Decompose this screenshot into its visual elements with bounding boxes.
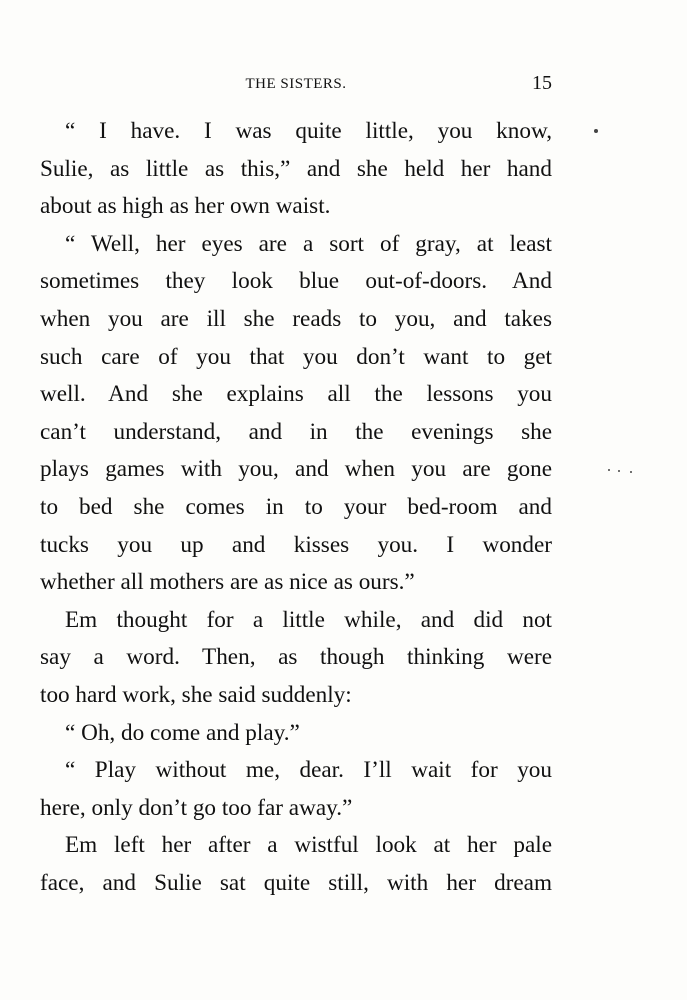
text-line: too hard work, she said suddenly: [40, 681, 352, 708]
text-line: “ Play without me, dear. I’ll wait for you [65, 757, 552, 784]
text-line: tucks you up and kisses you. I wonder [40, 531, 552, 558]
paragraph-4 [40, 715, 552, 753]
text-line: to bed she comes in to your bed-room and [40, 493, 552, 520]
text-line: here, only don’t go too far away.” [40, 794, 353, 821]
text-line: plays games with you, and when you are gone [40, 456, 552, 483]
text-line: Sulie, as little as this,” and she held her hand [40, 155, 552, 182]
text-line: well. And she explains all the lessons you [40, 381, 552, 408]
text-line: when you are ill she reads to you, and takes [40, 305, 552, 332]
page-number: 15 [532, 72, 552, 94]
text-line: say a word. Then, as though thinking were [40, 644, 552, 671]
print-speck [594, 129, 598, 133]
paragraph-3 [40, 602, 552, 715]
text-line: such care of you that you don’t want to get [40, 343, 552, 370]
body-text [40, 113, 552, 902]
paragraph-6 [40, 827, 552, 902]
text-line: “ Well, her eyes are a sort of gray, at least [65, 230, 552, 257]
running-head [40, 72, 552, 98]
text-line: sometimes they look blue out-of-doors. And [40, 268, 552, 295]
text-line: whether all mothers are as nice as ours.” [40, 569, 415, 596]
text-line: face, and Sulie sat quite still, with her dream [40, 869, 552, 896]
running-title: THE SISTERS. [245, 76, 347, 92]
text-line: can’t understand, and in the evenings she [40, 418, 552, 445]
text-line: “ Oh, do come and play.” [65, 719, 300, 746]
text-line: about as high as her own waist. [40, 193, 331, 220]
text-line: Em thought for a little while, and did not [65, 606, 552, 633]
text-line: Em left her after a wistful look at her pale [65, 832, 552, 859]
print-speck [608, 469, 610, 471]
print-speck [618, 470, 620, 472]
print-speck [630, 471, 632, 473]
text-line: “ I have. I was quite little, you know, [65, 118, 552, 144]
paragraph-1 [40, 113, 552, 226]
paragraph-2 [40, 226, 552, 602]
paragraph-5 [40, 752, 552, 827]
